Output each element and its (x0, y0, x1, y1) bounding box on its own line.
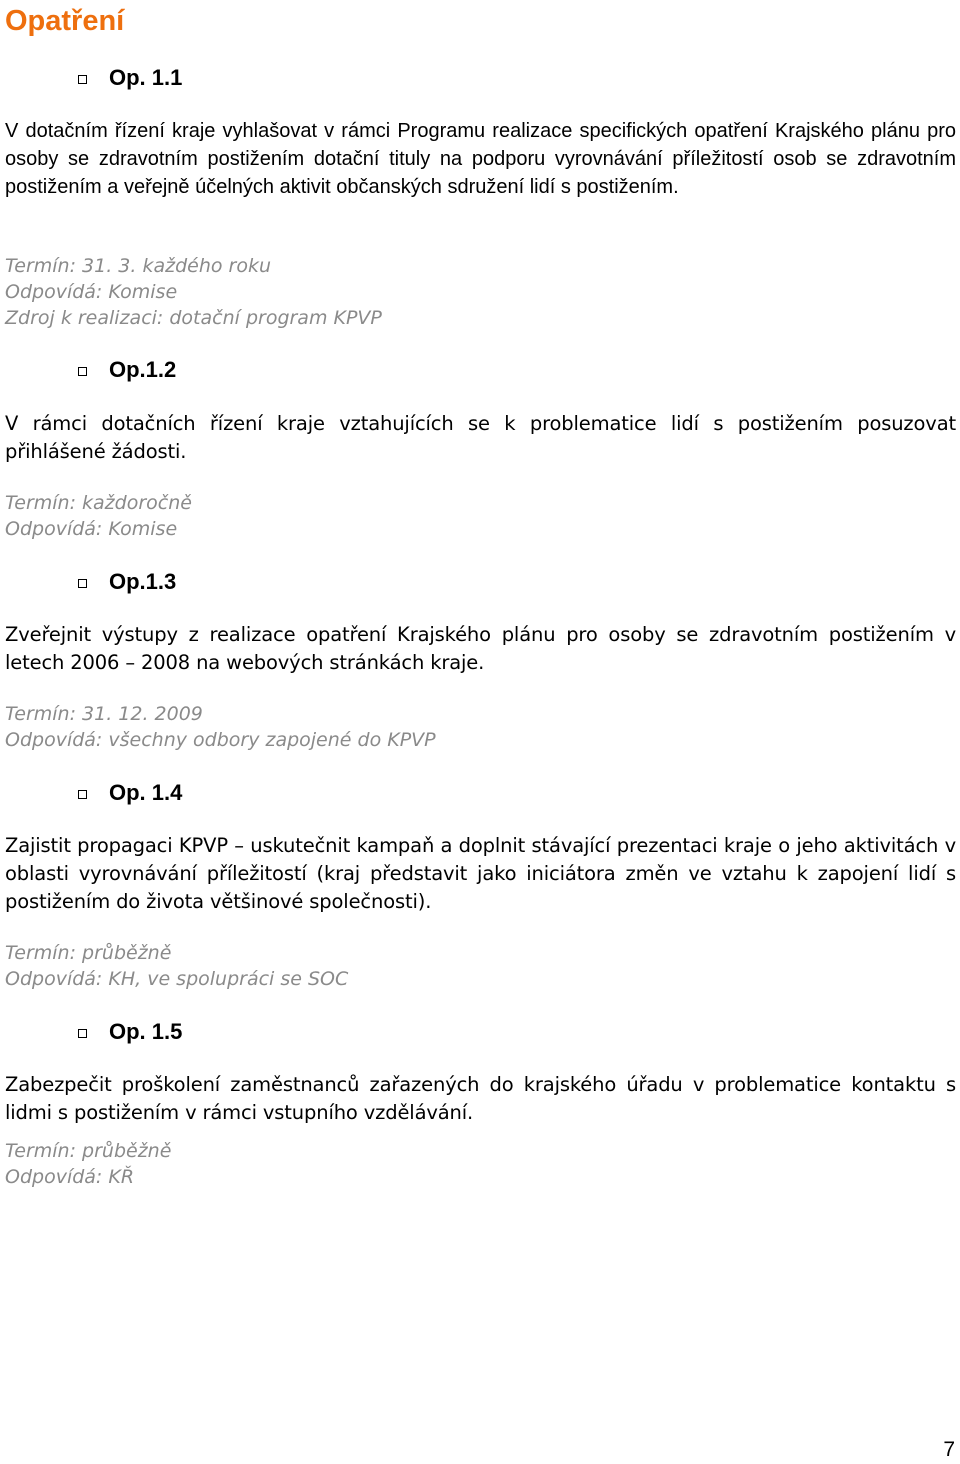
page-title: Opatření (5, 5, 125, 37)
measure-funding-source: Zdroj k realizaci: dotační program KPVP (5, 307, 382, 329)
measure-heading-1-4 (78, 777, 182, 809)
measure-responsible: Odpovídá: KH, ve spolupráci se SOC (5, 968, 349, 990)
measure-heading-1-2 (78, 354, 176, 386)
measure-deadline: Termín: průběžně (5, 1140, 172, 1162)
checkbox-bullet-icon (78, 579, 87, 588)
measure-heading-1-3 (78, 566, 176, 598)
measure-text-1-1: V dotačním řízení kraje vyhlašovat v rámci Programu realizace specifických opatření Krajského plánu pro osoby se zdravotním postižením dotační tituly na podporu vyrovnávání příležitostí osob se zdravotním postižením a veřejně účelných aktivit občanských sdružení lidí s postižením. (5, 120, 956, 198)
measure-text-1-3: Zveřejnit výstupy z realizace opatření Krajského plánu pro osoby se zdravotním postižením v letech 2006 – 2008 na webových stránkách kraje. (5, 623, 956, 674)
page-number: 7 (943, 1438, 955, 1461)
checkbox-bullet-icon (78, 75, 87, 84)
measure-heading-label: Op. 1.4 (109, 780, 183, 805)
measure-deadline: Termín: 31. 12. 2009 (5, 703, 203, 725)
measure-responsible: Odpovídá: Komise (5, 281, 178, 303)
measure-heading-1-5 (78, 1016, 182, 1048)
measure-text-1-4: Zajistit propagaci KPVP – uskutečnit kampaň a doplnit stávající prezentaci kraje o jeho aktivitách v oblasti vyrovnávání příležitostí (kraj představit jako iniciátora změn ve vztahu k zapojení lidí s postižením do života většinové společnosti). (5, 834, 956, 913)
measure-responsible: Odpovídá: KŘ (5, 1166, 135, 1188)
measure-text-1-2: V rámci dotačních řízení kraje vztahujících se k problematice lidí s postižením posuzovat přihlášené žádosti. (5, 412, 956, 463)
checkbox-bullet-icon (78, 1029, 87, 1038)
checkbox-bullet-icon (78, 367, 87, 376)
measure-heading-label: Op. 1.1 (109, 65, 183, 90)
measure-responsible: Odpovídá: všechny odbory zapojené do KPVP (5, 729, 436, 751)
measure-heading-label: Op. 1.5 (109, 1019, 183, 1044)
checkbox-bullet-icon (78, 790, 87, 799)
measure-deadline: Termín: průběžně (5, 942, 172, 964)
measure-deadline: Termín: každoročně (5, 492, 192, 514)
measure-deadline: Termín: 31. 3. každého roku (5, 255, 272, 277)
measure-heading-1-1 (78, 62, 182, 94)
measure-heading-label: Op.1.3 (109, 569, 177, 594)
measure-text-1-5: Zabezpečit proškolení zaměstnanců zařazených do krajského úřadu v problematice kontaktu s lidmi s postižením v rámci vstupního vzdělávání. (5, 1073, 956, 1124)
measure-responsible: Odpovídá: Komise (5, 518, 178, 540)
measure-heading-label: Op.1.2 (109, 357, 177, 382)
